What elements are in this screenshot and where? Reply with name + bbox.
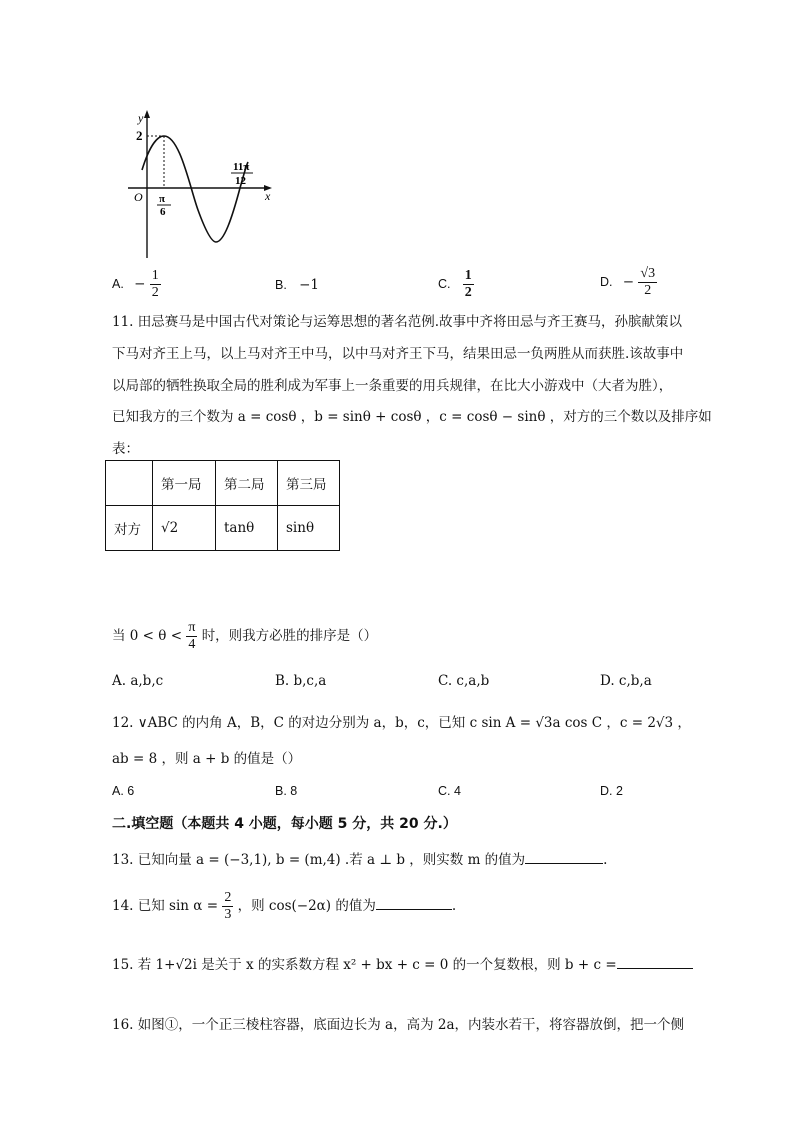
q10-c-label: C. [438, 277, 451, 291]
q10-c-num: 1 [464, 268, 472, 283]
q14-den: 3 [224, 907, 232, 922]
table-cell: √2 [153, 506, 216, 551]
sine-graph [120, 108, 280, 260]
q13-text: 13. 已知向量 a = (−3,1), b = (m,4) .若 a ⊥ b ，则实数 m 的值为 [112, 852, 526, 868]
q10-a-label: A. [112, 277, 124, 291]
q15-line [112, 954, 693, 974]
q11-cond-pre: 当 0 < θ < [112, 628, 183, 644]
q10-d-sign: − [622, 274, 635, 290]
q12-option-c: C. 4 [438, 784, 461, 798]
q11-cond-den: 4 [188, 637, 196, 652]
q14-num: 2 [224, 890, 232, 905]
table-header-cell: 第一局 [153, 461, 216, 506]
q10-b-value: −1 [299, 277, 320, 293]
section-heading: 二.填空题（本题共 4 小题，每小题 5 分，共 20 分.） [112, 816, 457, 832]
q13-end: . [603, 852, 608, 868]
q12-option-b: B. 8 [275, 784, 298, 798]
q10-a-frac [150, 268, 161, 301]
x-tick-1-num: π [159, 193, 166, 205]
x-tick-2-den: 12 [235, 175, 246, 187]
x-axis-label: x [265, 189, 271, 203]
q10-d-den: 2 [644, 283, 652, 298]
q11-line-2: 下马对齐王上马，以上马对齐王中马，以中马对齐王下马，结果田忌一负两胜从而获胜.该故事中 [112, 346, 684, 362]
q10-option-d [600, 266, 657, 299]
q11-condition [112, 620, 377, 653]
q15-answer-blank[interactable] [617, 954, 693, 969]
y-tick-label: 2 [136, 128, 143, 143]
q11-option-b: B. b,c,a [275, 673, 327, 689]
q10-option-c [438, 268, 474, 301]
q11-table [105, 460, 340, 551]
q10-a-sign: − [134, 276, 146, 292]
q14-line [112, 890, 456, 923]
sine-curve [142, 136, 248, 242]
q10-d-frac [638, 266, 657, 299]
origin-label: O [134, 190, 143, 204]
q10-b-label: B. [275, 278, 287, 292]
q11-line-5: 表： [112, 441, 139, 457]
q14-pre: 14. 已知 sin α = [112, 898, 219, 914]
table-cell: tanθ [216, 506, 278, 551]
q10-a-den: 2 [151, 285, 159, 300]
q12-line-1: 12. ∨ABC 的内角 A，B，C 的对边分别为 a，b，c，已知 c sin A = √3a cos C ，c = 2√3 ， [112, 715, 691, 731]
table-row [106, 506, 340, 551]
q10-option-b [275, 276, 319, 294]
q11-cond-frac [186, 620, 197, 653]
table-header-cell: 第二局 [216, 461, 278, 506]
y-axis-arrow [144, 110, 150, 118]
q11-line-3: 以局部的牺牲换取全局的胜利成为军事上一条重要的用兵规律，在比大小游戏中（大者为胜）， [112, 378, 673, 394]
q14-mid: ，则 cos(−2α) 的值为 [237, 898, 376, 914]
q11-line-4: 已知我方的三个数为 a = cosθ ，b = sinθ + cosθ ，c = cosθ − sinθ ，对方的三个数以及排序如 [112, 409, 712, 425]
table-cell: 对方 [106, 506, 153, 551]
q13-line [112, 849, 607, 869]
q14-answer-blank[interactable] [376, 895, 452, 910]
q12-option-d: D. 2 [600, 784, 623, 798]
q10-d-label: D. [600, 275, 613, 289]
q14-frac [222, 890, 233, 923]
q10-c-frac [463, 268, 474, 301]
q14-end: . [451, 898, 457, 914]
table-header-cell: 第三局 [278, 461, 340, 506]
q13-answer-blank[interactable] [525, 849, 603, 864]
q15-text: 15. 若 1+√2i 是关于 x 的实系数方程 x² + bx + c = 0 的一个复数根，则 b + c = [112, 957, 617, 973]
table-header-cell [106, 461, 153, 506]
q11-cond-num: π [188, 620, 196, 635]
q16-line: 16. 如图①，一个正三棱柱容器，底面边长为 a，高为 2a，内装水若干，将容器放倒，把一个侧 [112, 1017, 685, 1033]
q10-option-a [112, 268, 161, 301]
q11-option-d: D. c,b,a [600, 673, 652, 689]
q11-line-1: 11. 田忌赛马是中国古代对策论与运筹思想的著名范例.故事中齐将田忌与齐王赛马，孙膑献策以 [112, 314, 683, 330]
q11-option-a: A. a,b,c [112, 673, 164, 689]
q10-a-num: 1 [151, 268, 159, 283]
q10-d-num: √3 [640, 266, 656, 281]
y-axis-label: y [138, 111, 144, 125]
x-tick-1-den: 6 [160, 206, 166, 218]
q10-c-den: 2 [464, 285, 472, 300]
q12-line-2: ab = 8 ，则 a + b 的值是（） [112, 751, 302, 767]
x-tick-2-num: 11π [233, 161, 250, 173]
q11-option-c: C. c,a,b [438, 673, 490, 689]
q11-cond-post: 时，则我方必胜的排序是（） [201, 628, 378, 644]
table-header-row [106, 461, 340, 506]
table-cell: sinθ [278, 506, 340, 551]
q12-option-a: A. 6 [112, 784, 135, 798]
